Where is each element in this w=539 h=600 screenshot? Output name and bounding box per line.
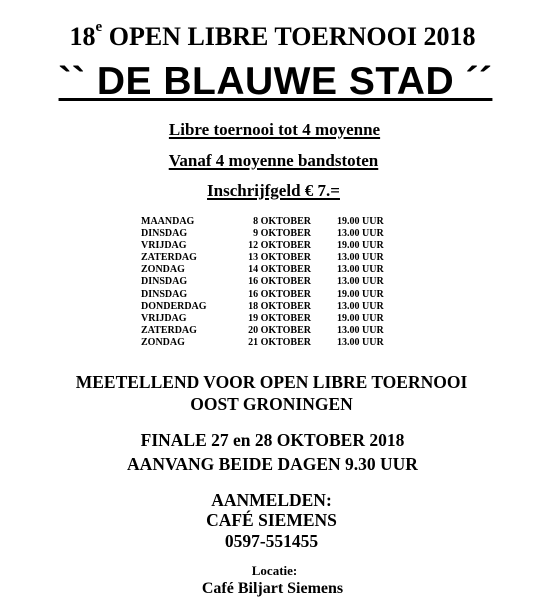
schedule-list bbox=[141, 216, 401, 349]
edition-number: 18 bbox=[69, 22, 96, 51]
schedule-day: MAANDAG bbox=[141, 216, 195, 227]
schedule-row bbox=[141, 289, 401, 301]
registration-venue: CAFÉ SIEMENS bbox=[206, 510, 337, 530]
schedule-date: 12 OKTOBER bbox=[248, 240, 311, 252]
tournament-name-text: `` DE BLAUWE STAD ´´ bbox=[58, 60, 493, 103]
schedule-row bbox=[141, 337, 401, 349]
schedule-day: DONDERDAG bbox=[141, 300, 207, 312]
schedule-day: DINSDAG bbox=[141, 276, 188, 288]
schedule-time: 19.00 UUR bbox=[337, 240, 384, 252]
counts-for-line-1: MEETELLEND VOOR OPEN LIBRE TOERNOOI bbox=[75, 372, 468, 392]
location-name: Café Biljart Siemens bbox=[201, 580, 344, 597]
schedule-time: 13.00 UUR bbox=[337, 264, 384, 276]
schedule-date: 21 OKTOBER bbox=[248, 336, 311, 348]
condition-bandstoten: Vanaf 4 moyenne bandstoten bbox=[168, 151, 379, 170]
schedule-time: 13.00 UUR bbox=[337, 252, 384, 264]
schedule-row bbox=[141, 264, 401, 276]
schedule-date: 8 OKTOBER bbox=[253, 216, 311, 227]
schedule-row bbox=[141, 276, 401, 288]
schedule-day: DINSDAG bbox=[141, 288, 188, 300]
edition-suffix: e bbox=[95, 19, 103, 35]
schedule-time: 13.00 UUR bbox=[337, 228, 384, 240]
schedule-day: ZONDAG bbox=[141, 264, 185, 276]
schedule-date: 9 OKTOBER bbox=[253, 228, 311, 240]
schedule-row bbox=[141, 325, 401, 337]
schedule-time: 13.00 UUR bbox=[337, 276, 384, 288]
schedule-time: 13.00 UUR bbox=[337, 324, 384, 336]
schedule-day: ZATERDAG bbox=[141, 324, 197, 336]
tournament-name bbox=[6, 60, 539, 104]
schedule-date: 18 OKTOBER bbox=[248, 300, 311, 312]
schedule-date: 16 OKTOBER bbox=[248, 276, 311, 288]
schedule-time: 19.00 UUR bbox=[337, 312, 384, 324]
schedule-time: 13.00 UUR bbox=[337, 300, 384, 312]
condition-libre: Libre toernooi tot 4 moyenne bbox=[168, 120, 381, 139]
edition-title-text: OPEN LIBRE TOERNOOI 2018 bbox=[102, 22, 476, 51]
registration-phone: 0597-551455 bbox=[224, 531, 319, 551]
schedule-day: VRIJDAG bbox=[141, 312, 187, 324]
registration-label: AANMELDEN: bbox=[211, 490, 332, 510]
schedule-date: 16 OKTOBER bbox=[248, 288, 311, 300]
entry-fee: Inschrijfgeld € 7.= bbox=[207, 181, 340, 200]
schedule-row bbox=[141, 301, 401, 313]
schedule-day: VRIJDAG bbox=[141, 240, 187, 252]
schedule-row bbox=[141, 228, 401, 240]
schedule-date: 14 OKTOBER bbox=[248, 264, 311, 276]
schedule-row bbox=[141, 240, 401, 252]
schedule-time: 19.00 UUR bbox=[337, 216, 384, 227]
schedule-row bbox=[141, 216, 401, 228]
schedule-time: 13.00 UUR bbox=[337, 336, 384, 348]
schedule-date: 13 OKTOBER bbox=[248, 252, 311, 264]
schedule-date: 20 OKTOBER bbox=[248, 324, 311, 336]
schedule-day: ZATERDAG bbox=[141, 252, 197, 264]
counts-for-line-2: OOST GRONINGEN bbox=[190, 394, 353, 414]
schedule-day: DINSDAG bbox=[141, 228, 188, 240]
schedule-row bbox=[141, 313, 401, 325]
location-label: Locatie: bbox=[251, 563, 298, 578]
schedule-date: 19 OKTOBER bbox=[248, 312, 311, 324]
edition-title bbox=[3, 19, 539, 52]
schedule-row bbox=[141, 252, 401, 264]
schedule-time: 19.00 UUR bbox=[337, 288, 384, 300]
finale-dates: FINALE 27 en 28 OKTOBER 2018 bbox=[140, 430, 405, 450]
finale-start-time: AANVANG BEIDE DAGEN 9.30 UUR bbox=[127, 454, 418, 474]
schedule-day: ZONDAG bbox=[141, 336, 185, 348]
